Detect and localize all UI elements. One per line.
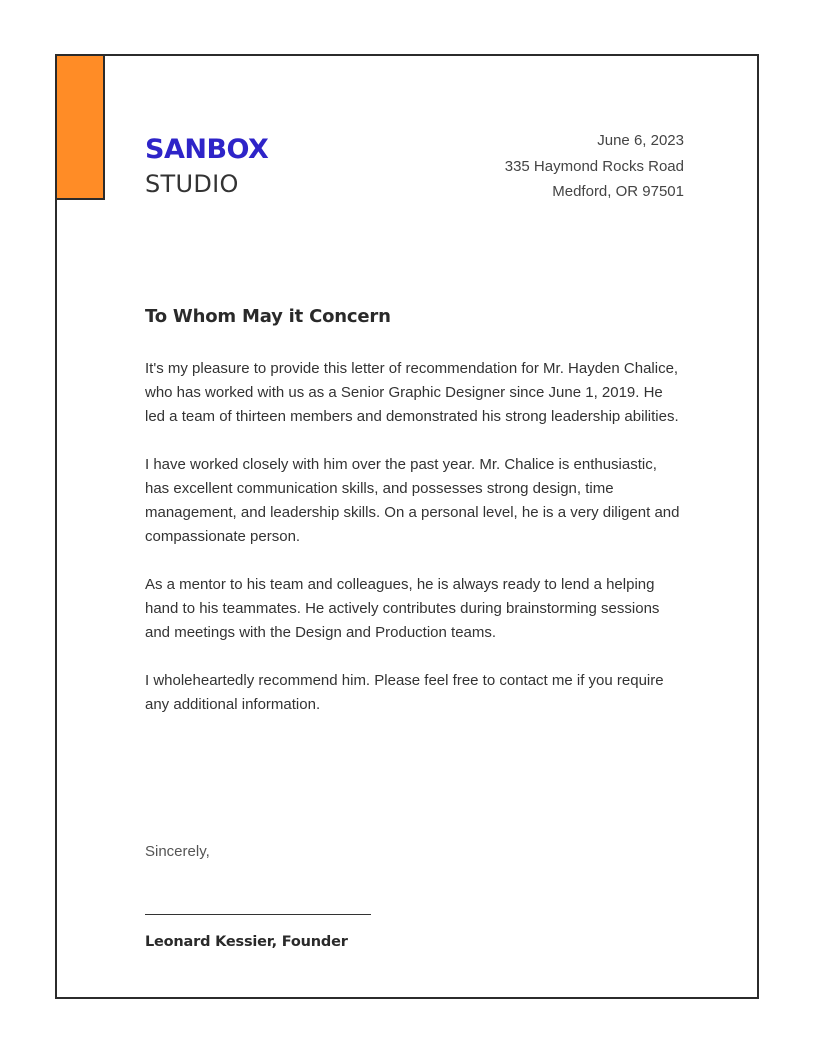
closing: Sincerely, <box>145 843 210 860</box>
address-line-2: Medford, OR 97501 <box>552 183 684 200</box>
salutation: To Whom May it Concern <box>145 306 391 327</box>
body-paragraph: It's my pleasure to provide this letter of recommendation for Mr. Hayden Chalice, who has worked with us as a Senior Graphic Designer since June 1, 2019. He led a team of thirteen members and demonstrated his strong leadership abilities. <box>145 360 679 425</box>
accent-bar <box>55 54 105 200</box>
letter-body <box>145 357 685 741</box>
sender-info <box>505 128 684 205</box>
body-paragraph: I wholeheartedly recommend him. Please feel free to contact me if you require any additional information. <box>145 672 664 713</box>
brand-name: SANBOX <box>145 134 269 165</box>
signature-line <box>145 914 371 915</box>
body-paragraph: I have worked closely with him over the past year. Mr. Chalice is enthusiastic, has excellent communication skills, and possesses strong design, time management, and leadership skills. On a personal level, he is a very diligent and compassionate person. <box>145 456 680 545</box>
company-logo <box>145 136 268 196</box>
signer-name: Leonard Kessier, Founder <box>145 934 348 950</box>
address-line-1: 335 Haymond Rocks Road <box>504 157 684 175</box>
brand-subtitle: STUDIO <box>145 170 239 198</box>
body-paragraph: As a mentor to his team and colleagues, he is always ready to lend a helping hand to his teammates. He actively contributes during brainstorming sessions and meetings with the Design and Production teams. <box>145 576 660 641</box>
letter-date: June 6, 2023 <box>597 132 684 149</box>
